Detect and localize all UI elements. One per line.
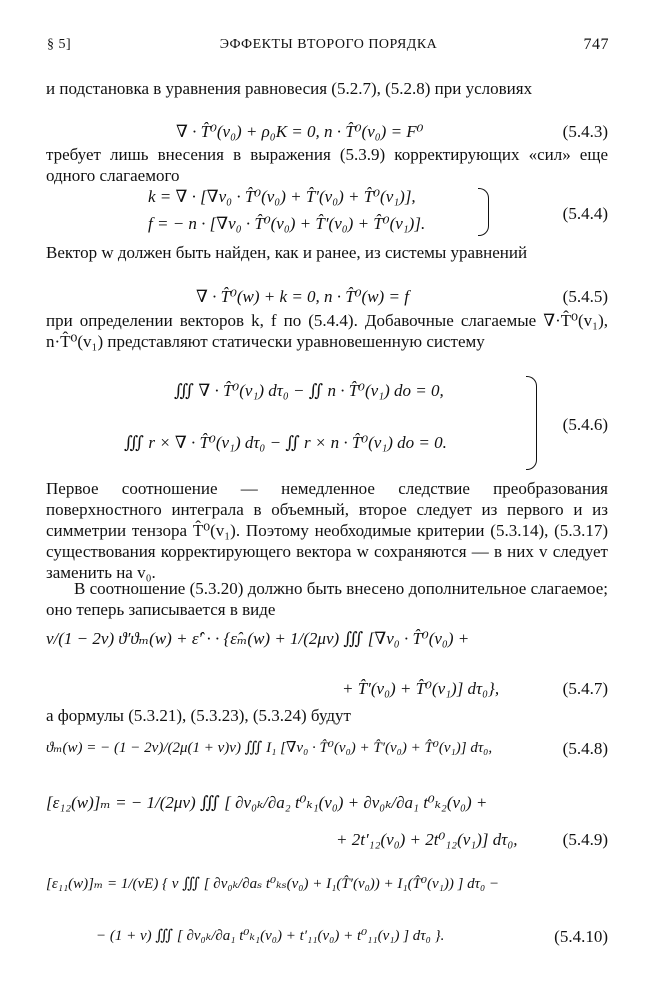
paragraph-6: В соотношение (5.3.20) должно быть внесено дополнительное слагаемое; оно теперь записывается в виде — [46, 579, 608, 619]
equation-5-4-9b — [46, 829, 608, 853]
equation-5-4-9a — [46, 792, 608, 816]
equation-body: ∭ ∇ · T̂⁰(v₁) dτ₀ − ∬ n · T̂⁰(v₁) do = 0, — [174, 381, 444, 400]
right-brace — [526, 376, 537, 470]
section-marker: § 5] — [47, 37, 72, 52]
equation-body: [ε₁₂(w)]ₘ = − 1/(2μv) ∭ [ ∂v₀ₖ/∂a₂ t⁰ₖ₁(v₀) + ∂v₀ₖ/∂a₁ t⁰ₖ₂(v₀) + — [46, 793, 488, 812]
equation-number: (5.4.9) — [562, 830, 608, 849]
equation-number: (5.4.4) — [562, 204, 608, 223]
equation-5-4-5 — [46, 286, 608, 310]
equation-5-4-6a — [46, 380, 608, 404]
paragraph-7: а формулы (5.3.21), (5.3.23), (5.3.24) будут — [46, 706, 351, 725]
equation-number: (5.4.5) — [562, 287, 608, 306]
running-title: ЭФФЕКТЫ ВТОРОГО ПОРЯДКА — [219, 37, 438, 52]
equation-body: + T̂′(v₀) + T̂⁰(v₁)] dτ₀}, — [342, 679, 500, 698]
equation-5-4-4a — [46, 186, 608, 210]
equation-body: ϑₘ(w) = − (1 − 2ν)/(2μ(1 + ν)v) ∭ I₁ [∇v₀ · T̂⁰(v₀) + T̂′(v₀) + T̂⁰(v₁)] dτ₀, — [46, 740, 493, 756]
equation-5-4-7a — [46, 628, 608, 652]
equation-body: ∇ · T̂⁰(w) + k = 0, n · T̂⁰(w) = f — [196, 287, 409, 306]
paragraph-2: требует лишь внесения в выражения (5.3.9) корректирующих «сил» еще одного слагаемого — [46, 145, 608, 185]
equation-5-4-10a — [46, 874, 608, 898]
equation-body: f = − n · [∇v₀ · T̂⁰(v₀) + T̂′(v₀) + T̂⁰(v₁)]. — [148, 214, 426, 233]
page-number: 747 — [583, 36, 609, 53]
paragraph-4: при определении векторов k, f по (5.4.4). Добавочные слагаемые ∇·T̂⁰(v₁), n·T̂⁰(v₁) представляют статически уравновешенную систему — [46, 311, 608, 351]
equation-number: (5.4.7) — [562, 679, 608, 698]
equation-body: ∇ · T̂⁰(v₀) + ρ₀K = 0, n · T̂⁰(v₀) = F⁰ — [176, 122, 424, 141]
equation-number: (5.4.6) — [562, 415, 608, 434]
equation-body: [ε₁₁(w)]ₘ = 1/(vE) { ν ∭ [ ∂v₀ₖ/∂aₛ t⁰ₖₛ(v₀) + I₁(T̂′(v₀)) + I₁(T̂⁰(v₁)) ] dτ₀ − — [46, 876, 500, 892]
equation-number: (5.4.3) — [562, 122, 608, 141]
equation-number: (5.4.10) — [554, 927, 608, 946]
paragraph-5: Первое соотношение — немедленное следствие преобразования поверхностного интеграла в объемный, второе следует из первого и из симметрии тензора T̂⁰(v₁). Поэтому необходимые критерии (5.3.14), (5.3.17) существования корректирующего вектора w сохраняются — в них v следует заменить на v₀. — [46, 479, 608, 582]
equation-5-4-8 — [46, 738, 608, 762]
equation-5-4-3 — [46, 121, 608, 145]
equation-5-4-6b — [46, 432, 608, 456]
equation-body: ∭ r × ∇ · T̂⁰(v₁) dτ₀ − ∬ r × n · T̂⁰(v₁) do = 0. — [124, 433, 447, 452]
paragraph-1: и подстановка в уравнения равновесия (5.2.7), (5.2.8) при условиях — [46, 79, 533, 98]
equation-5-4-10b — [46, 926, 608, 950]
right-brace — [478, 188, 489, 236]
equation-body: − (1 + ν) ∭ [ ∂v₀ₖ/∂a₁ t⁰ₖ₁(v₀) + t′₁₁(v₀) + t⁰₁₁(v₁) ] dτ₀ }. — [96, 928, 445, 944]
paragraph-3: Вектор w должен быть найден, как и ранее, из системы уравнений — [46, 243, 528, 262]
equation-body: k = ∇ · [∇v₀ · T̂⁰(v₀) + T̂′(v₀) + T̂⁰(v₁)], — [148, 187, 416, 206]
equation-number: (5.4.8) — [562, 739, 608, 758]
equation-body: ν/(1 − 2ν) ϑ′ϑₘ(w) + ε̂′ · · {ε̂ₘ(w) + 1/(2μv) ∭ [∇v₀ · T̂⁰(v₀) + — [46, 629, 470, 648]
equation-5-4-4b — [46, 213, 608, 237]
equation-body: + 2t′₁₂(v₀) + 2t⁰₁₂(v₁)] dτ₀, — [336, 830, 518, 849]
equation-5-4-7b — [46, 678, 608, 702]
